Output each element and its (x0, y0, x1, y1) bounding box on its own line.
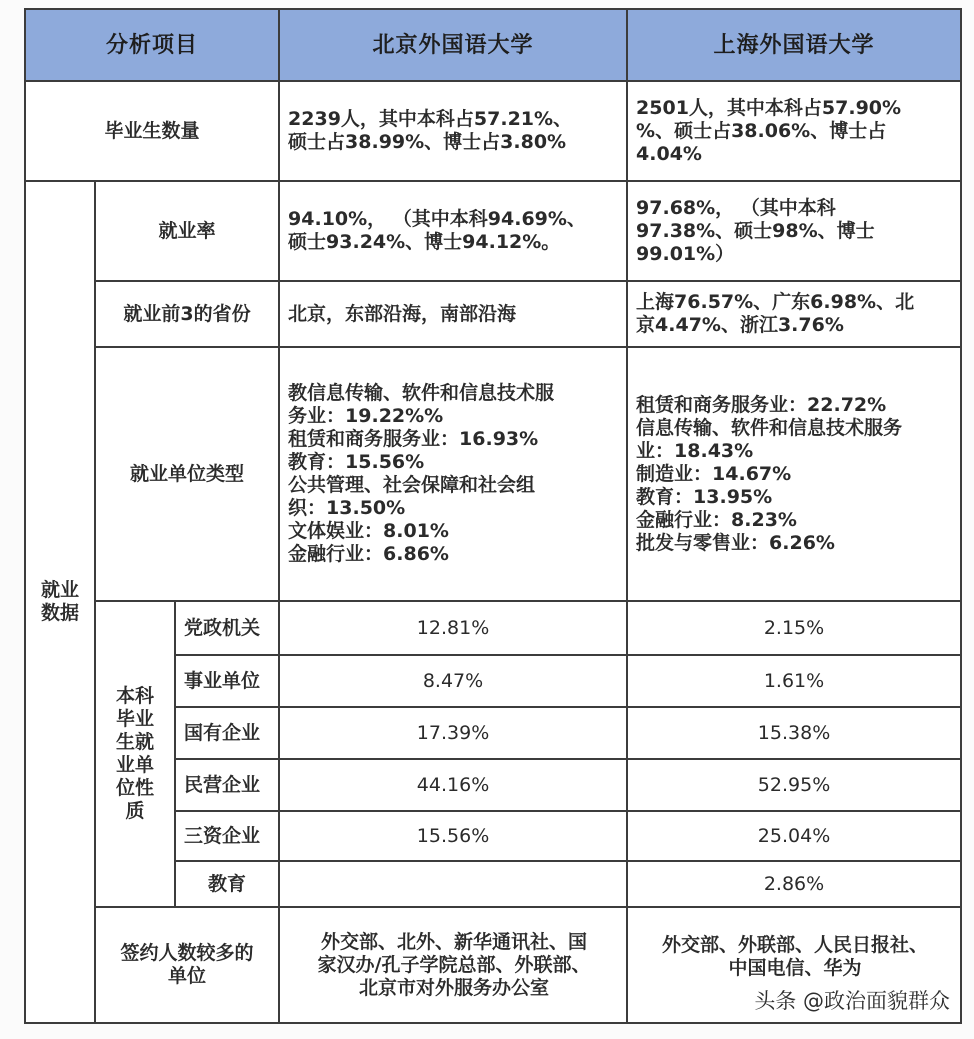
nature-name: 教育 (175, 861, 279, 907)
bfsu-nature-value: 17.39% (279, 707, 627, 759)
header-sisu: 上海外国语大学 (627, 9, 961, 81)
bfsu-nature-value: 8.47% (279, 655, 627, 707)
sisu-nature-value: 52.95% (627, 759, 961, 811)
sisu-nature-value: 1.61% (627, 655, 961, 707)
watermark: 头条 @政治面貌群众 (754, 989, 950, 1013)
header-bfsu: 北京外国语大学 (279, 9, 627, 81)
sisu-top-provinces: 上海76.57%、广东6.98%、北 京4.47%、浙江3.76% (627, 281, 961, 347)
bfsu-graduates: 2239人，其中本科占57.21%、 硕士占38.99%、博士占3.80% (279, 81, 627, 181)
bfsu-nature-value (279, 861, 627, 907)
sisu-nature-value: 15.38% (627, 707, 961, 759)
comparison-table (24, 8, 962, 1024)
label-employment-data: 就业 数据 (25, 181, 95, 1023)
nature-name: 三资企业 (175, 811, 279, 861)
nature-name: 党政机关 (175, 601, 279, 655)
bfsu-employment-rate: 94.10%， （其中本科94.69%、 硕士93.24%、博士94.12%。 (279, 181, 627, 281)
sisu-nature-value: 25.04% (627, 811, 961, 861)
sisu-employment-rate: 97.68%， （其中本科 97.38%、硕士98%、博士 99.01%） (627, 181, 961, 281)
bfsu-employer-types: 教信息传输、软件和信息技术服 务业：19.22%% 租赁和商务服务业：16.93% 教育：15.56% 公共管理、社会保障和社会组 织：13.50% 文体娱业：8.01% 金融行业：6.86% (279, 347, 627, 601)
label-signed-employers: 签约人数较多的 单位 (95, 907, 279, 1023)
bfsu-nature-value: 15.56% (279, 811, 627, 861)
sisu-nature-value: 2.15% (627, 601, 961, 655)
label-top-provinces: 就业前3的省份 (95, 281, 279, 347)
bfsu-signed-employers: 外交部、北外、新华通讯社、国 家汉办/孔子学院总部、外联部、 北京市对外服务办公室 (279, 907, 627, 1023)
row-top-provinces (25, 281, 961, 347)
label-graduates: 毕业生数量 (25, 81, 279, 181)
nature-name: 事业单位 (175, 655, 279, 707)
row-graduates (25, 81, 961, 181)
label-undergrad-nature: 本科 毕业 生就 业单 位性 质 (95, 601, 175, 907)
label-employer-types: 就业单位类型 (95, 347, 279, 601)
header-row (25, 9, 961, 81)
nature-name: 民营企业 (175, 759, 279, 811)
sisu-nature-value: 2.86% (627, 861, 961, 907)
sisu-graduates: 2501人，其中本科占57.90% %、硕士占38.06%、博士占 4.04% (627, 81, 961, 181)
bfsu-top-provinces: 北京，东部沿海，南部沿海 (279, 281, 627, 347)
header-analysis-item: 分析项目 (25, 9, 279, 81)
sisu-signed-employers: 外交部、外联部、人民日报社、 中国电信、华为 (627, 907, 961, 1023)
row-employer-types (25, 347, 961, 601)
table-row (25, 601, 961, 655)
nature-name: 国有企业 (175, 707, 279, 759)
label-employment-rate: 就业率 (95, 181, 279, 281)
bfsu-nature-value: 44.16% (279, 759, 627, 811)
bfsu-nature-value: 12.81% (279, 601, 627, 655)
sisu-employer-types: 租赁和商务服务业：22.72% 信息传输、软件和信息技术服务 业：18.43% 制造业：14.67% 教育：13.95% 金融行业：8.23% 批发与零售业：6.26% (627, 347, 961, 601)
row-employment-rate (25, 181, 961, 281)
